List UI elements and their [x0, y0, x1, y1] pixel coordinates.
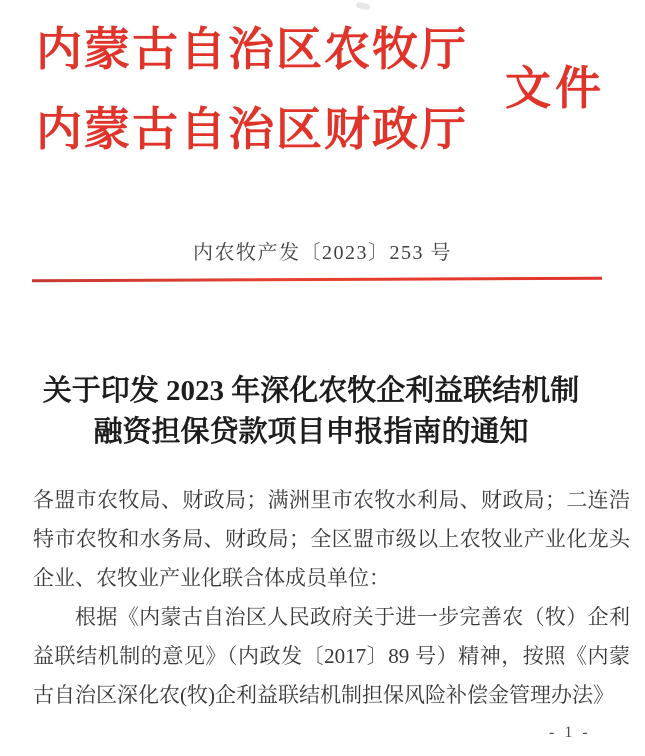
page-number: - 1 - — [549, 724, 591, 741]
document-title-line-2: 融资担保贷款项目申报指南的通知 — [93, 416, 529, 448]
letterhead-agency-2: 内蒙古自治区财政厅 — [36, 104, 468, 155]
scan-artifact — [356, 2, 371, 11]
letterhead-agency-1: 内蒙古自治区农牧厅 — [36, 24, 468, 75]
document-body — [33, 481, 630, 715]
document-title-line-1: 关于印发 2023 年深化农牧企利益联结机制 — [42, 375, 580, 407]
document-number: 内农牧产发〔2023〕253 号 — [193, 242, 452, 264]
letterhead-doc-type-label: 文件 — [505, 63, 605, 114]
document-title — [0, 371, 622, 453]
body-paragraph-basis: 根据《内蒙古自治区人民政府关于进一步完善农（牧）企利益联结机制的意见》（内政发〔2017〕89 号）精神，按照《内蒙古自治区深化农(牧)企利益联结机制担保风险补偿金管理办法》 — [33, 605, 630, 707]
red-divider-line — [32, 277, 602, 282]
body-paragraph-recipients: 各盟市农牧局、财政局；满洲里市农牧水利局、财政局；二连浩特市农牧和水务局、财政局；全区盟市级以上农牧业产业化龙头企业、农牧业产业化联合体成员单位： — [33, 488, 630, 590]
